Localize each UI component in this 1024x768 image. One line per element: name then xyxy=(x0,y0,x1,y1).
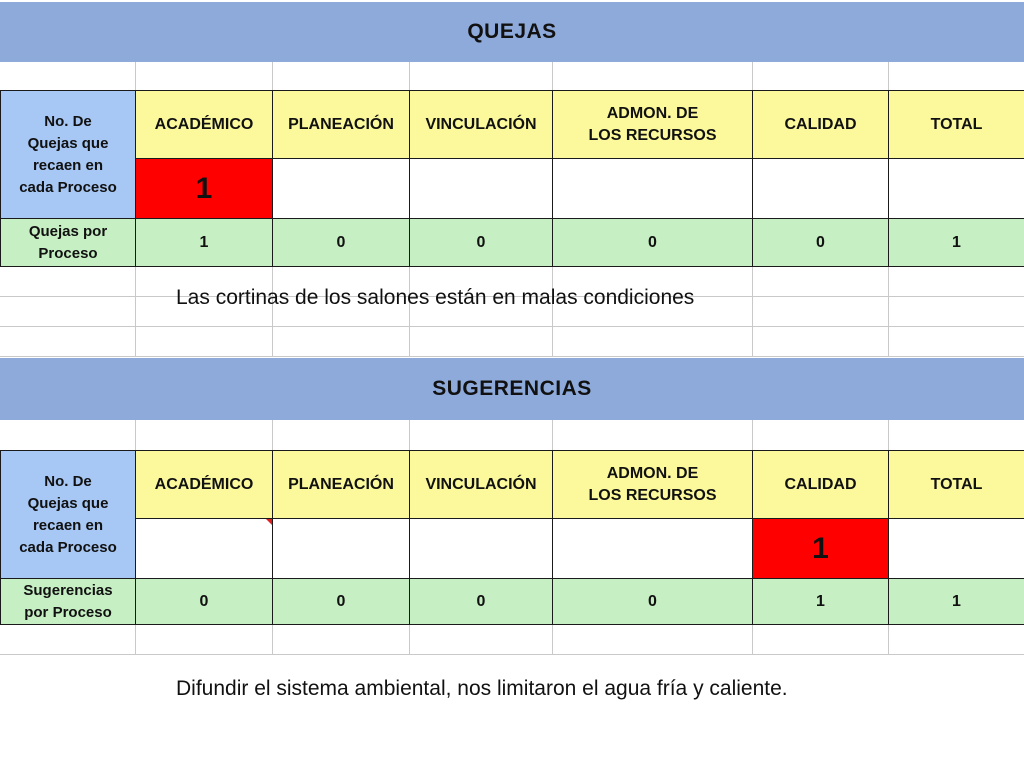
process-label: LOS RECURSOS xyxy=(588,486,717,504)
quejas-count-vinculacion[interactable]: 0 xyxy=(410,219,553,267)
process-label: ADMON. DE xyxy=(606,464,699,482)
sugerencias-count-planeacion[interactable]: 0 xyxy=(273,579,410,625)
label-line: recaen en xyxy=(32,156,104,174)
quejas-header xyxy=(0,2,1024,62)
sugerencias-title: SUGERENCIAS xyxy=(432,377,592,400)
sugerencias-hit-academico[interactable] xyxy=(136,519,273,579)
sugerencias-process-calidad[interactable] xyxy=(753,451,889,519)
quejas-process-academico[interactable] xyxy=(136,91,273,159)
sugerencias-process-vinculacion[interactable] xyxy=(410,451,553,519)
label-line: Quejas por xyxy=(28,222,108,240)
label-line: Proceso xyxy=(38,244,98,262)
label-line: Quejas que xyxy=(27,134,109,152)
sugerencias-process-admon[interactable] xyxy=(553,451,753,519)
quejas-count-label xyxy=(1,91,136,219)
process-label: TOTAL xyxy=(930,475,983,493)
sugerencias-table-wrapper xyxy=(0,450,1024,624)
quejas-process-vinculacion[interactable] xyxy=(410,91,553,159)
quejas-hit-vinculacion[interactable] xyxy=(410,159,553,219)
sugerencias-hit-planeacion[interactable] xyxy=(273,519,410,579)
process-label: VINCULACIÓN xyxy=(425,115,537,133)
label-line: No. De xyxy=(44,472,92,490)
sugerencias-count-total[interactable]: 1 xyxy=(889,579,1024,625)
sugerencias-count-academico[interactable]: 0 xyxy=(136,579,273,625)
quejas-hit-academico[interactable]: 1 xyxy=(136,159,273,219)
sugerencias-process-total[interactable] xyxy=(889,451,1024,519)
quejas-hit-admon[interactable] xyxy=(553,159,753,219)
comment-indicator-icon[interactable] xyxy=(266,519,272,525)
process-label: VINCULACIÓN xyxy=(425,475,537,493)
sugerencias-hit-total[interactable] xyxy=(889,519,1024,579)
sugerencias-count-vinculacion[interactable]: 0 xyxy=(410,579,553,625)
process-label: ADMON. DE xyxy=(606,104,699,122)
sugerencias-hit-admon[interactable] xyxy=(553,519,753,579)
quejas-count-planeacion[interactable]: 0 xyxy=(273,219,410,267)
quejas-process-planeacion[interactable] xyxy=(273,91,410,159)
quejas-note: Las cortinas de los salones están en malas condiciones xyxy=(176,286,695,309)
process-label: PLANEACIÓN xyxy=(288,475,394,493)
sugerencias-process-academico[interactable] xyxy=(136,451,273,519)
quejas-count-admon[interactable]: 0 xyxy=(553,219,753,267)
quejas-count-calidad[interactable]: 0 xyxy=(753,219,889,267)
quejas-title: QUEJAS xyxy=(467,20,557,43)
label-line: recaen en xyxy=(32,516,104,534)
quejas-count-total[interactable]: 1 xyxy=(889,219,1024,267)
quejas-hit-calidad[interactable] xyxy=(753,159,889,219)
sugerencias-total-label xyxy=(1,579,136,625)
quejas-hit-total[interactable] xyxy=(889,159,1024,219)
process-label: LOS RECURSOS xyxy=(588,126,717,144)
quejas-process-total[interactable] xyxy=(889,91,1024,159)
label-line: por Proceso xyxy=(24,603,112,621)
quejas-table xyxy=(0,90,1024,267)
process-label: ACADÉMICO xyxy=(154,475,254,493)
process-label: CALIDAD xyxy=(784,115,857,133)
quejas-hit-planeacion[interactable] xyxy=(273,159,410,219)
sugerencias-hit-vinculacion[interactable] xyxy=(410,519,553,579)
sugerencias-count-calidad[interactable]: 1 xyxy=(753,579,889,625)
quejas-total-label xyxy=(1,219,136,267)
quejas-table-wrapper xyxy=(0,90,1024,266)
sugerencias-header xyxy=(0,358,1024,420)
quejas-count-academico[interactable]: 1 xyxy=(136,219,273,267)
quejas-process-calidad[interactable] xyxy=(753,91,889,159)
sugerencias-process-planeacion[interactable] xyxy=(273,451,410,519)
sugerencias-table xyxy=(0,450,1024,625)
process-label: PLANEACIÓN xyxy=(288,115,394,133)
label-line: Quejas que xyxy=(27,494,109,512)
sugerencias-note: Difundir el sistema ambiental, nos limitaron el agua fría y caliente. xyxy=(176,677,788,700)
label-line: Sugerencias xyxy=(23,581,113,599)
process-label: TOTAL xyxy=(930,115,983,133)
quejas-process-admon[interactable] xyxy=(553,91,753,159)
sugerencias-count-label xyxy=(1,451,136,579)
sugerencias-hit-calidad[interactable]: 1 xyxy=(753,519,889,579)
label-line: No. De xyxy=(44,112,92,130)
process-label: ACADÉMICO xyxy=(154,115,254,133)
process-label: CALIDAD xyxy=(784,475,857,493)
sugerencias-count-admon[interactable]: 0 xyxy=(553,579,753,625)
label-line: cada Proceso xyxy=(19,178,117,196)
label-line: cada Proceso xyxy=(19,538,117,556)
